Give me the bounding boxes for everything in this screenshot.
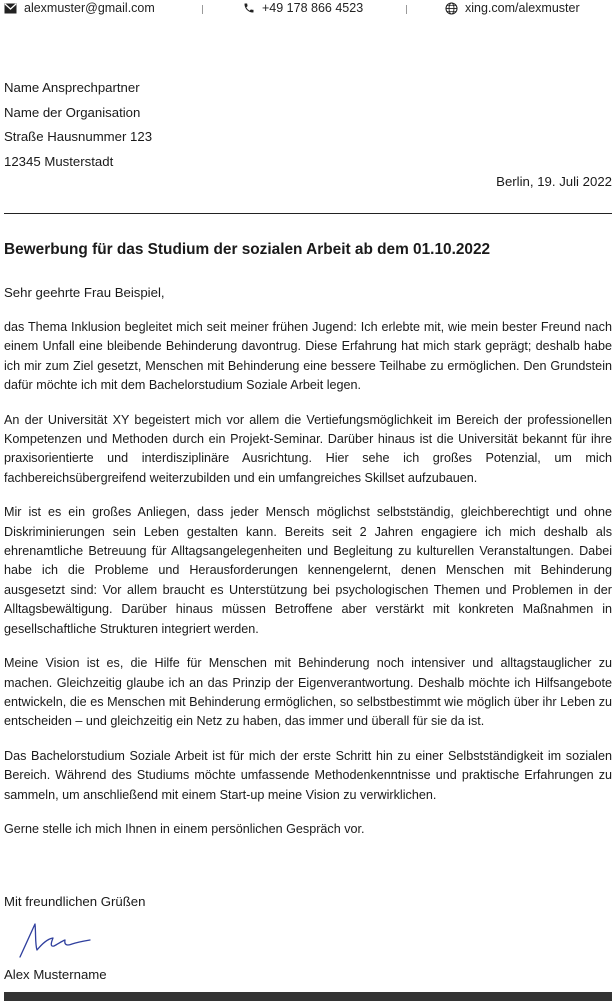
xing-contact[interactable] [445,1,580,15]
recipient-street: Straße Hausnummer 123 [4,129,153,144]
recipient-organisation: Name der Organisation [4,104,141,120]
xing-text[interactable]: xing.com/alexmuster [465,1,580,15]
header-divider [4,213,612,214]
body-paragraph: An der Universität XY begeistert mich vor allem die Vertiefungsmöglichkeit im Bereich der professionellen Kompetenzen und Methoden durch ein Projekt-Seminar. Darüber hinaus ist die Universität bekannt für ihre praxisorientierte und interdisziplinäre Ausrichtung. Hier sehe ich großes Potenzial, um mich fachbereichsübergreifend weiterzubilden und ein umfangreiches Skillset aufzubauen. [4,412,612,485]
body-paragraph: das Thema Inklusion begleitet mich seit meiner frühen Jugend: Ich erlebte mit, wie mein bester Freund nach einem Unfall eine bleibende Behinderung davontrug. Diese Erfahrung hat mich stark geprägt; deshalb habe ich mir zum Ziel gesetzt, Menschen mit Behinderung eine bessere Teilhabe zu ermöglichen. Den Grundstein dafür möchte ich mit dem Bachelorstudium Soziale Arbeit legen. [4,320,612,393]
body-paragraph: Mir ist es ein großes Anliegen, dass jeder Mensch möglichst selbstständig, gleichberechtigt und ohne Diskriminierungen sein Leben gestalten kann. Bereits seit 2 Jahren engagiere ich mich deshalb als ehrenamtliche Betreuung für Alltagsangelegenheiten und Begleitung zu kulturellen Veranstaltungen. Dabei habe ich die Probleme und Herausforderungen kennengelernt, denen Menschen mit Behinderung ausgesetzt sind: Vor allem braucht es Unterstützung bei psychologischen Themen und Problemen in der Alltagsbewältigung. Darüber hinaus müssen Betroffene aber verstärkt mit konkreten Maßnahmen in gesellschaftliche Strukturen integriert werden. [4,505,612,636]
phone-icon [243,2,255,14]
contact-bar [0,0,616,20]
footer-bar [4,992,612,1001]
email-text[interactable]: alexmuster@gmail.com [24,1,155,15]
contact-separator [202,5,203,14]
recipient-name: Name Ansprechpartner [4,80,140,95]
body-paragraph: Gerne stelle ich mich Ihnen in einem persönlichen Gespräch vor. [4,821,365,836]
phone-contact[interactable] [243,1,363,15]
handwritten-signature [14,920,94,962]
recipient-address [4,76,152,174]
signer-name: Alex Mustername [4,967,107,982]
letter-date: Berlin, 19. Juli 2022 [496,174,612,189]
recipient-city: 12345 Musterstadt [4,153,114,169]
body-paragraph: Meine Vision ist es, die Hilfe für Menschen mit Behinderung noch intensiver und alltagstauglicher zu machen. Gleichzeitig glaube ich an das Prinzip der Eigenverantwortung. Deshalb möchte ich Hilfsangebote entwickeln, die es Menschen mit Behinderung ermöglichen, so selbstbestimmt wie möglich über ihr Leben zu entscheiden – und gleichzeitig ein Netz zu haben, das immer und überall für sie da ist. [4,656,612,729]
letter-body [4,318,612,854]
contact-separator [406,5,407,14]
envelope-icon [4,3,17,14]
globe-icon [445,2,458,15]
closing-phrase: Mit freundlichen Grüßen [4,894,146,909]
phone-text[interactable]: +49 178 866 4523 [262,1,364,15]
body-paragraph: Das Bachelorstudium Soziale Arbeit ist für mich der erste Schritt hin zu einer Selbstständigkeit im sozialen Bereich. Während des Studiums möchte umfassende Methodenkenntnisse und praktische Erfahrungen zu sammeln, um anschließend mit einem Start-up meine Vision zu verwirklichen. [4,748,612,802]
subject-line: Bewerbung für das Studium der sozialen Arbeit ab dem 01.10.2022 [4,241,491,258]
email-contact[interactable] [4,1,155,15]
salutation: Sehr geehrte Frau Beispiel, [4,285,165,300]
